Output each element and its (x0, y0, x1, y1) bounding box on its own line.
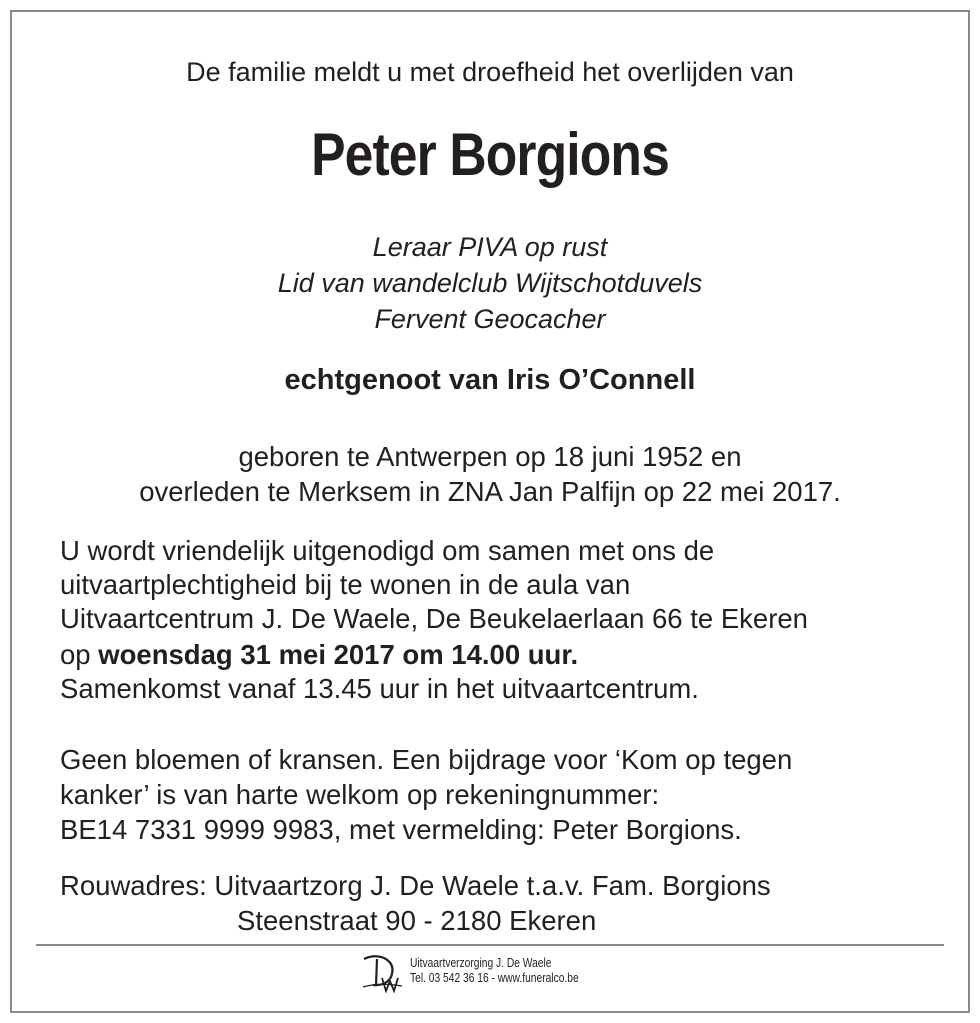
invitation-line: uitvaartplechtigheid bij te wonen in de aula van (60, 569, 631, 600)
donation-line: Geen bloemen of kransen. Een bijdrage voor ‘Kom op tegen (60, 744, 793, 775)
funeral-date-line (60, 639, 578, 671)
role-line: Fervent Geocacher (374, 304, 606, 334)
role-line: Leraar PIVA op rust (372, 232, 608, 262)
footer-company: Uitvaartverzorging J. De Waele (410, 956, 552, 970)
funeral-date: woensdag 31 mei 2017 om 14.00 uur. (98, 639, 579, 670)
gathering-line: Samenkomst vanaf 13.45 uur in het uitvaartcentrum. (60, 673, 699, 704)
donation-line: kanker’ is van harte welkom op rekeningnummer: (60, 779, 660, 810)
role-line: Lid van wandelclub Wijtschotduvels (277, 268, 703, 298)
intro-text: De familie meldt u met droefheid het overlijden van (186, 57, 794, 87)
address-line: Rouwadres: Uitvaartzorg J. De Waele t.a.v. Fam. Borgions (60, 870, 771, 901)
spouse-line: echtgenoot van Iris O’Connell (284, 364, 696, 396)
funeral-date-prefix: op (60, 639, 99, 670)
footer-contact: Tel. 03 542 36 16 - www.funeralco.be (410, 971, 579, 985)
birth-line: geboren te Antwerpen op 18 juni 1952 en (238, 441, 742, 472)
death-line: overleden te Merksem in ZNA Jan Palfijn op 22 mei 2017. (139, 476, 841, 507)
donation-line: BE14 7331 9999 9983, met vermelding: Peter Borgions. (60, 814, 742, 845)
deceased-name: Peter Borgions (311, 121, 669, 188)
footer-divider (36, 944, 944, 946)
address-line: Steenstraat 90 - 2180 Ekeren (237, 905, 597, 936)
dw-monogram-icon (360, 953, 406, 993)
invitation-line: U wordt vriendelijk uitgenodigd om samen met ons de (60, 535, 715, 566)
invitation-line: Uitvaartcentrum J. De Waele, De Beukelaerlaan 66 te Ekeren (60, 603, 808, 634)
